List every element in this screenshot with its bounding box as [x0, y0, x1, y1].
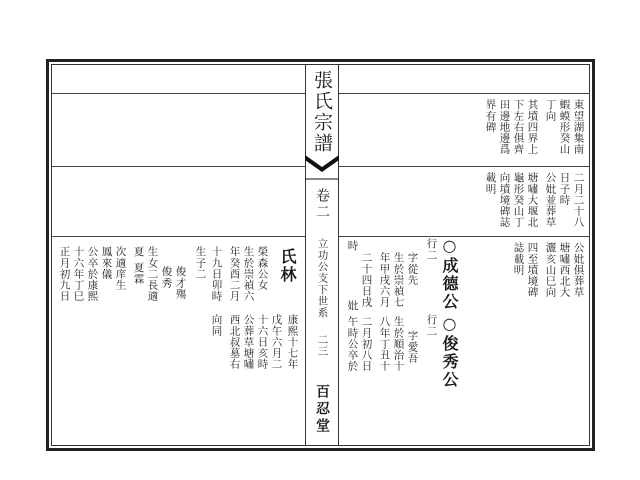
top-col-2: 蝦蟆形癸山	[558, 99, 571, 155]
mid-col-6: 向墳境碑誌	[498, 172, 511, 228]
wife-col-1: 榮森公女	[256, 246, 269, 291]
rank-label-left: 行二	[425, 314, 438, 337]
rule-right-2	[339, 166, 590, 167]
death-col-6: 向同	[210, 314, 223, 337]
rule-left-3	[51, 236, 305, 237]
wife-col-5: 生子二	[194, 246, 207, 280]
son-1: 俊才殤	[174, 266, 187, 300]
daughter-head: 生女二長適	[146, 246, 159, 302]
mid-col-3: 公妣並葬草	[544, 172, 557, 228]
fish-tail-mark	[305, 155, 339, 183]
death-col-3: 十六日亥時	[256, 314, 269, 370]
section-label: 立功公支下世系	[316, 238, 329, 319]
rule-right-3	[339, 236, 590, 237]
daughter-summer: 夏	[132, 246, 145, 258]
mid-col-5: 龜形癸山丁	[512, 172, 525, 228]
rule-left-1	[51, 93, 305, 94]
rank-label-right: 行二	[425, 238, 438, 261]
death-col-2: 戊午六月二	[270, 314, 283, 370]
book-title: 張氏宗譜	[311, 70, 333, 154]
wife-surname: 氏林	[278, 248, 297, 284]
p2-col-5: 午時公卒於	[346, 316, 359, 372]
mid-col-1: 二月二十八	[572, 172, 585, 228]
bot-col-4: 四至墳境碑	[526, 242, 539, 298]
top-col-1: 東望湖集南	[572, 99, 585, 155]
daughter-name-3: 鳳來儀	[100, 246, 113, 280]
p1-col-3: 年甲戌六月	[378, 252, 391, 308]
death-col-5: 西北叔墓右	[228, 314, 241, 370]
person-name-chengde: ○成德公	[440, 236, 459, 311]
top-col-6: 田邊地邊爲	[498, 99, 511, 155]
bot-col-3: 灑亥山巳向	[544, 242, 557, 298]
rule-left-2	[51, 166, 305, 167]
p2-col-1: 字愛吾	[406, 330, 419, 364]
p1-col-6: 妣	[346, 300, 359, 312]
p1-col-2: 生於崇禎七	[392, 252, 405, 308]
p1-col-4: 二十四日戌	[360, 252, 373, 308]
son-2: 俊秀	[160, 266, 173, 289]
husband-death-3: 正月初九日	[58, 246, 71, 302]
mid-col-4: 塘嘯大堰北	[526, 172, 539, 228]
wife-col-3: 年癸酉二月	[228, 246, 241, 302]
top-col-4: 其墳四界上	[526, 99, 539, 155]
husband-death-2: 十六年丁巳	[72, 246, 85, 302]
rule-right-1	[339, 93, 590, 94]
mid-col-7: 載明	[484, 172, 497, 195]
death-col-1: 康熙十七年	[286, 314, 299, 370]
bot-col-2: 塘嘯西北大	[558, 242, 571, 298]
death-col-4: 公葬草塘嘯	[242, 314, 255, 370]
bot-col-1: 公妣俱葬草	[572, 242, 585, 298]
wife-col-2: 生於崇禎六	[242, 246, 255, 302]
p2-col-3: 八年丁丑十	[378, 316, 391, 372]
press-mark: 百忍堂	[314, 384, 330, 435]
daughter-name-1: 夏霖	[132, 262, 145, 285]
volume-label: 卷二	[314, 188, 330, 220]
mid-col-2: 日子時	[558, 172, 571, 206]
p1-col-1: 字從先	[406, 252, 419, 286]
top-col-7: 界有碑	[484, 99, 497, 133]
p2-col-2: 生於順治十	[392, 316, 405, 372]
bot-col-5: 誌載明	[512, 242, 525, 276]
daughter-name-2: 次適庠生	[114, 246, 127, 291]
husband-death-1: 公卒於康熙	[86, 246, 99, 302]
p2-col-4: 二月初八日	[360, 316, 373, 372]
p1-col-5: 時	[346, 240, 359, 252]
top-col-3: 丁向	[544, 99, 557, 122]
top-col-5: 下左右俱齊	[512, 99, 525, 155]
page-number: 二三	[316, 334, 329, 357]
wife-col-4: 十九日卯時	[210, 246, 223, 302]
person-name-junxiu: ○俊秀公	[440, 314, 459, 389]
